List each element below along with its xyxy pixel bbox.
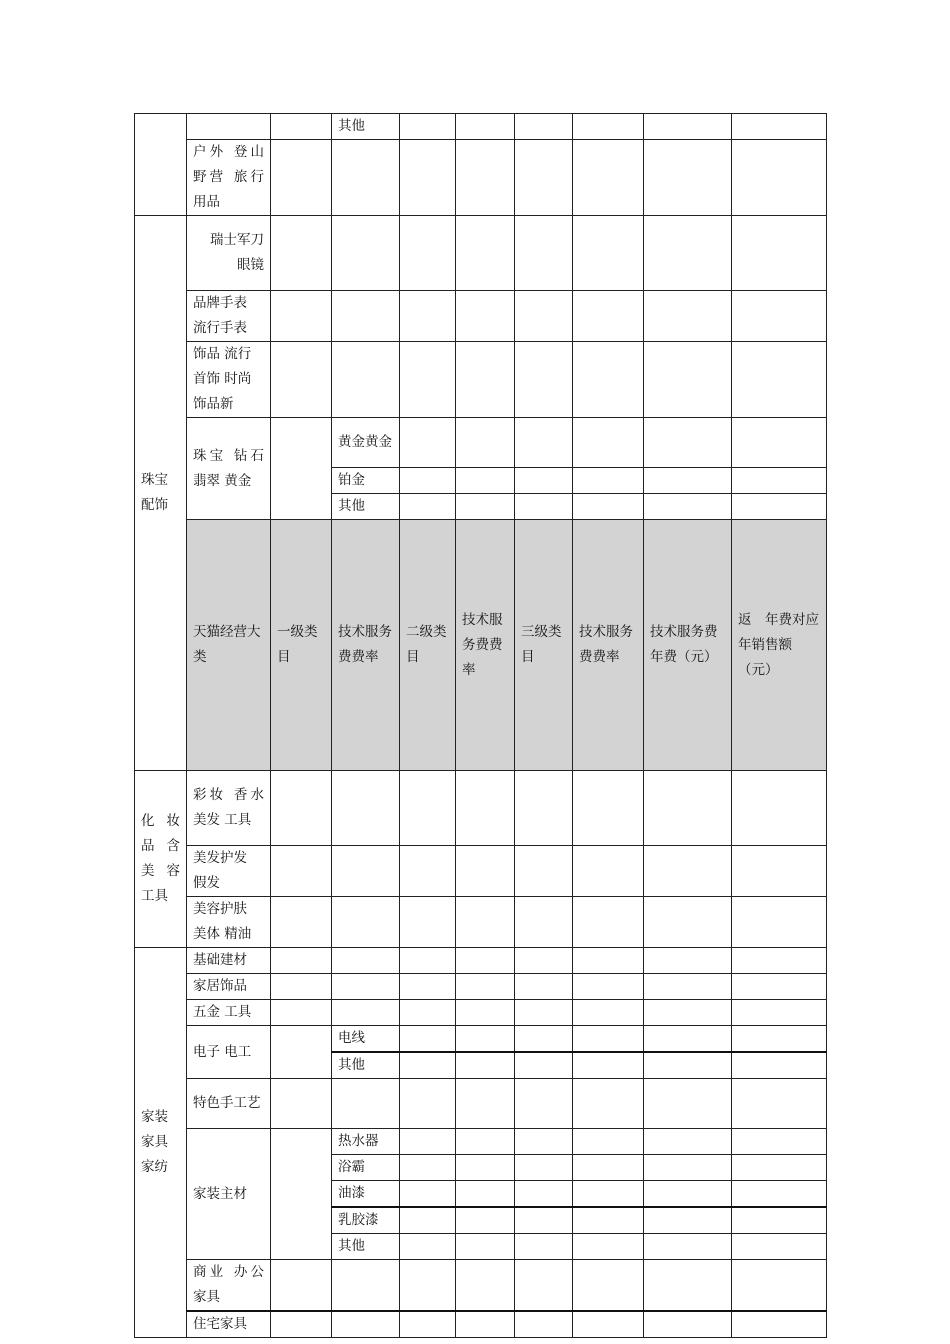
- level1-cell: 品牌手表 流行手表: [187, 291, 271, 342]
- level1-cell: 住宅家具: [187, 1311, 271, 1338]
- header-refund-1: 返 年费对应年销售额（元）: [732, 520, 827, 771]
- level1-cell: 瑞士军刀 眼镜: [187, 216, 271, 291]
- table-row: [135, 771, 827, 846]
- level1-cell: 珠宝 钻石 翡翠 黄金: [187, 418, 271, 520]
- level1-cell: 五金 工具: [187, 1000, 271, 1026]
- major-category-cell: 化妆品含美容工具: [135, 771, 187, 948]
- table-row: [135, 897, 827, 948]
- level2-cell: 其他: [332, 114, 400, 140]
- level2-cell: 乳胶漆: [332, 1207, 400, 1234]
- table-row: [135, 846, 827, 897]
- level2-cell: 浴霸: [332, 1155, 400, 1181]
- level2-cell: 电线: [332, 1026, 400, 1053]
- level2-cell: 油漆: [332, 1181, 400, 1208]
- level1-cell: 特色手工艺: [187, 1079, 271, 1129]
- table-row: [135, 1079, 827, 1129]
- header-level2: 二级类目: [400, 520, 456, 771]
- table-row: [135, 1260, 827, 1312]
- header-level3: 三级类目: [515, 520, 573, 771]
- level1-cell: 家装主材: [187, 1129, 271, 1260]
- level1-cell: 户外 登山 野营 旅行用品: [187, 140, 271, 216]
- level1-cell: 家居饰品: [187, 974, 271, 1000]
- header-level1: 一级类目: [271, 520, 332, 771]
- level1-cell: 商业 办公家具: [187, 1260, 271, 1312]
- header-rate3: 技术服务费费率: [573, 520, 644, 771]
- table-row: [135, 1311, 827, 1338]
- table-row: [135, 974, 827, 1000]
- level2-cell: 其他: [332, 494, 400, 520]
- table-row: [135, 140, 827, 216]
- table-row: [135, 418, 827, 468]
- major-category-cell: 家装家具家纺: [135, 948, 187, 1338]
- level2-cell: 黄金黄金: [332, 418, 400, 468]
- table-row: [135, 1000, 827, 1026]
- level2-cell: 铂金: [332, 468, 400, 494]
- table-row: [135, 114, 827, 140]
- table-row: [135, 1129, 827, 1155]
- level1-cell: 基础建材: [187, 948, 271, 974]
- level1-cell: 饰品 流行首饰 时尚饰品新: [187, 342, 271, 418]
- category-fee-table: [134, 113, 827, 1338]
- header-annual-fee: 技术服务费年费（元）: [644, 520, 732, 771]
- level1-cell: 电子 电工: [187, 1026, 271, 1079]
- major-category-cell: 珠宝配饰: [135, 216, 187, 771]
- level1-cell: 美发护发 假发: [187, 846, 271, 897]
- table-row: [135, 948, 827, 974]
- header-major: 天猫经营大类: [187, 520, 271, 771]
- table-row: [135, 1026, 827, 1053]
- rate-cell: [271, 114, 332, 140]
- table-row: [135, 216, 827, 291]
- major-category-cell: [135, 114, 187, 216]
- level1-cell: 美容护肤 美体 精油: [187, 897, 271, 948]
- level2-cell: 热水器: [332, 1129, 400, 1155]
- level1-cell: 彩妆 香水 美发 工具: [187, 771, 271, 846]
- level1-cell: [187, 114, 271, 140]
- header-rate2: 技术服务费费率: [456, 520, 515, 771]
- level2-cell: 其他: [332, 1234, 400, 1260]
- table-row: [135, 342, 827, 418]
- header-rate1: 技术服务费费率: [332, 520, 400, 771]
- table-header-row: [135, 520, 827, 771]
- table-row: [135, 291, 827, 342]
- level2-cell: 其他: [332, 1052, 400, 1079]
